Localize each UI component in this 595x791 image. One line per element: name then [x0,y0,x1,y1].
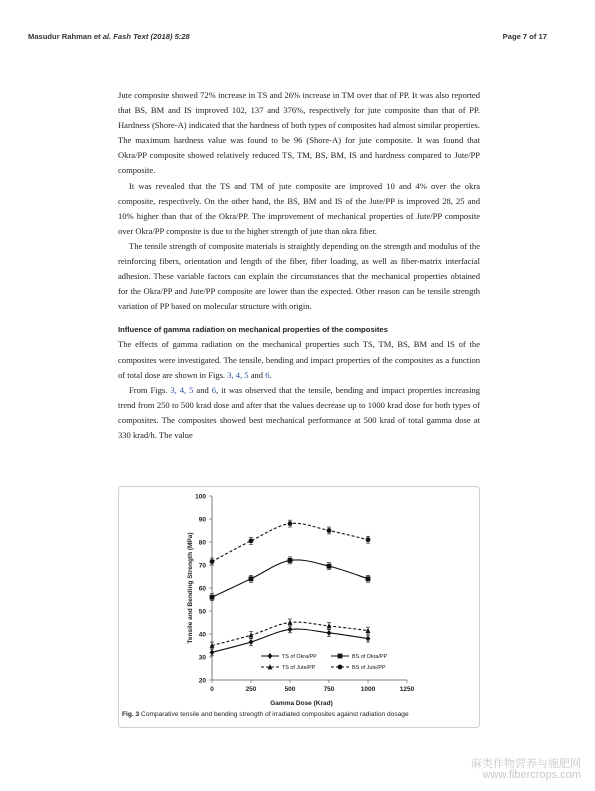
data-point [249,576,254,581]
legend-label: TS of Okra/PP [282,654,317,661]
x-tick-label: 250 [245,686,257,693]
data-point [366,576,371,581]
y-tick-label: 90 [198,516,206,524]
paragraph-2: It was revealed that the TS and TM of jute composite are improved 10 and 4% over the okra composite, respectively. On the other hand, the BS, BM and IS of the Jute/PP is improved 28, 25 and 10% higher than that of the Okra/PP. The improvement of mechanical properties of Jute/PP composite over Okra/PP composite is due to the higher strength of jute than okra fiber. [118,180,480,236]
fig-ref-link[interactable]: 3, 4, 5 [227,369,249,380]
y-tick-label: 70 [198,562,206,570]
data-point [366,628,371,633]
legend-label: BS of Jute/PP [352,665,386,672]
legend-marker [338,654,343,659]
data-point [210,559,215,564]
x-tick-label: 500 [284,686,296,693]
figure-label: Fig. 3 [122,711,140,718]
y-tick-label: 20 [198,677,206,685]
legend-marker [338,665,343,670]
p5-text-b: and [193,384,212,395]
data-point [288,521,293,526]
chart-series [210,520,371,656]
data-point [366,636,371,642]
data-point [327,564,332,569]
fig-ref-link[interactable]: 6 [211,384,217,395]
data-point [249,639,254,645]
p5-text-a: From Figs. [129,384,171,395]
header-journal: et al. Fash Text (2018) 5:28 [93,32,190,41]
running-header-citation [28,32,190,41]
data-point [327,528,332,533]
p4-text-a: The effects of gamma radiation on the mechanical properties such TS, TM, BS, BM and IS of the composites were investigated. The tensile, bending and impact properties of the composites as a function of total dose are shown in Figs. [118,339,480,380]
p5-text-c: , it was observed that the tensile, bending and impact properties increasing trend from 250 to 500 krad dose and after that the values decrease up to 1000 krad dose for both types of composites. The composites showed best mechanical performance at 500 krad of total gamma dose at 330 krad/h. The value [118,384,480,440]
chart-legend [261,653,387,671]
body-text [118,88,480,443]
chart-axes [187,494,415,708]
p4-text-b: and [248,369,266,380]
data-point [366,537,371,542]
figure-box [118,486,480,728]
y-tick-label: 60 [198,585,206,593]
data-point [288,620,293,625]
x-tick-label: 1250 [399,686,415,693]
paragraph-1: Jute composite showed 72% increase in TS and 26% increase in TM over that of PP. It was also reported that BS, BM and IS improved 102, 137 and 376%, respectively for jute composite than that of PP. Hardness (Shore-A) indicated that the hardness of both types of composites had almost similar properties. The maximum hardness value was found to be 96 (Shore-A) for jute composite. It was found that Okra/PP composite showed relatively reduced TS, TM, BS, BM, IS and hardness compared to Jute/PP composite. [118,90,480,176]
y-tick-label: 30 [198,654,206,662]
y-tick-label: 100 [195,493,206,501]
data-point [210,595,215,600]
paragraph-4 [118,337,480,382]
data-point [327,630,332,636]
data-point [288,558,293,563]
paragraph-5 [118,383,480,443]
x-tick-label: 1000 [360,686,376,693]
page-number: Page 7 of 17 [502,32,547,41]
series-line [212,523,368,561]
y-tick-label: 40 [198,631,206,639]
y-tick-label: 80 [198,539,206,547]
legend-label: TS of Jute/PP [282,665,316,672]
fig-ref-link[interactable]: 3, 4, 5 [170,384,194,395]
y-tick-label: 50 [198,608,206,616]
watermark-cn: 麻类作物营养与施肥网 [471,758,581,770]
legend-marker [268,653,273,659]
legend-label: BS of Okra/PP [352,654,388,661]
header-author: Masudur Rahman [28,32,94,41]
watermark-url: www.fibercrops.com [482,769,581,781]
fig-ref-link[interactable]: 6 [265,369,270,380]
series-line [212,560,368,597]
x-tick-label: 0 [210,686,214,693]
figure-caption-text: Comparative tensile and bending strength of irradiated composites against radiation dosage [139,711,409,718]
y-axis-label: Tensile and Bending Strength (MPa) [187,532,194,644]
data-point [249,538,254,543]
line-chart [119,487,479,712]
paragraph-3: The tensile strength of composite materials is straightly depending on the strength and modulus of the reinforcing fibers, orientation and length of the fiber, fiber loading, as well as fiber-matrix interfacial adhesion. These variable factors can explain the circumstances that the mechanical properties obtained for the Okra/PP and Jute/PP composite are lower than the expected. Other reason can be tensile strength variation of PP based on molecular structure with origin. [118,240,480,312]
section-heading: Influence of gamma radiation on mechanical properties of the composites [118,325,388,335]
x-tick-label: 750 [323,686,335,693]
x-axis-label: Gamma Dose (Krad) [270,700,333,707]
figure-caption [122,711,409,718]
data-point [288,626,293,632]
p4-text-c: . [269,369,272,380]
data-point [210,649,215,655]
